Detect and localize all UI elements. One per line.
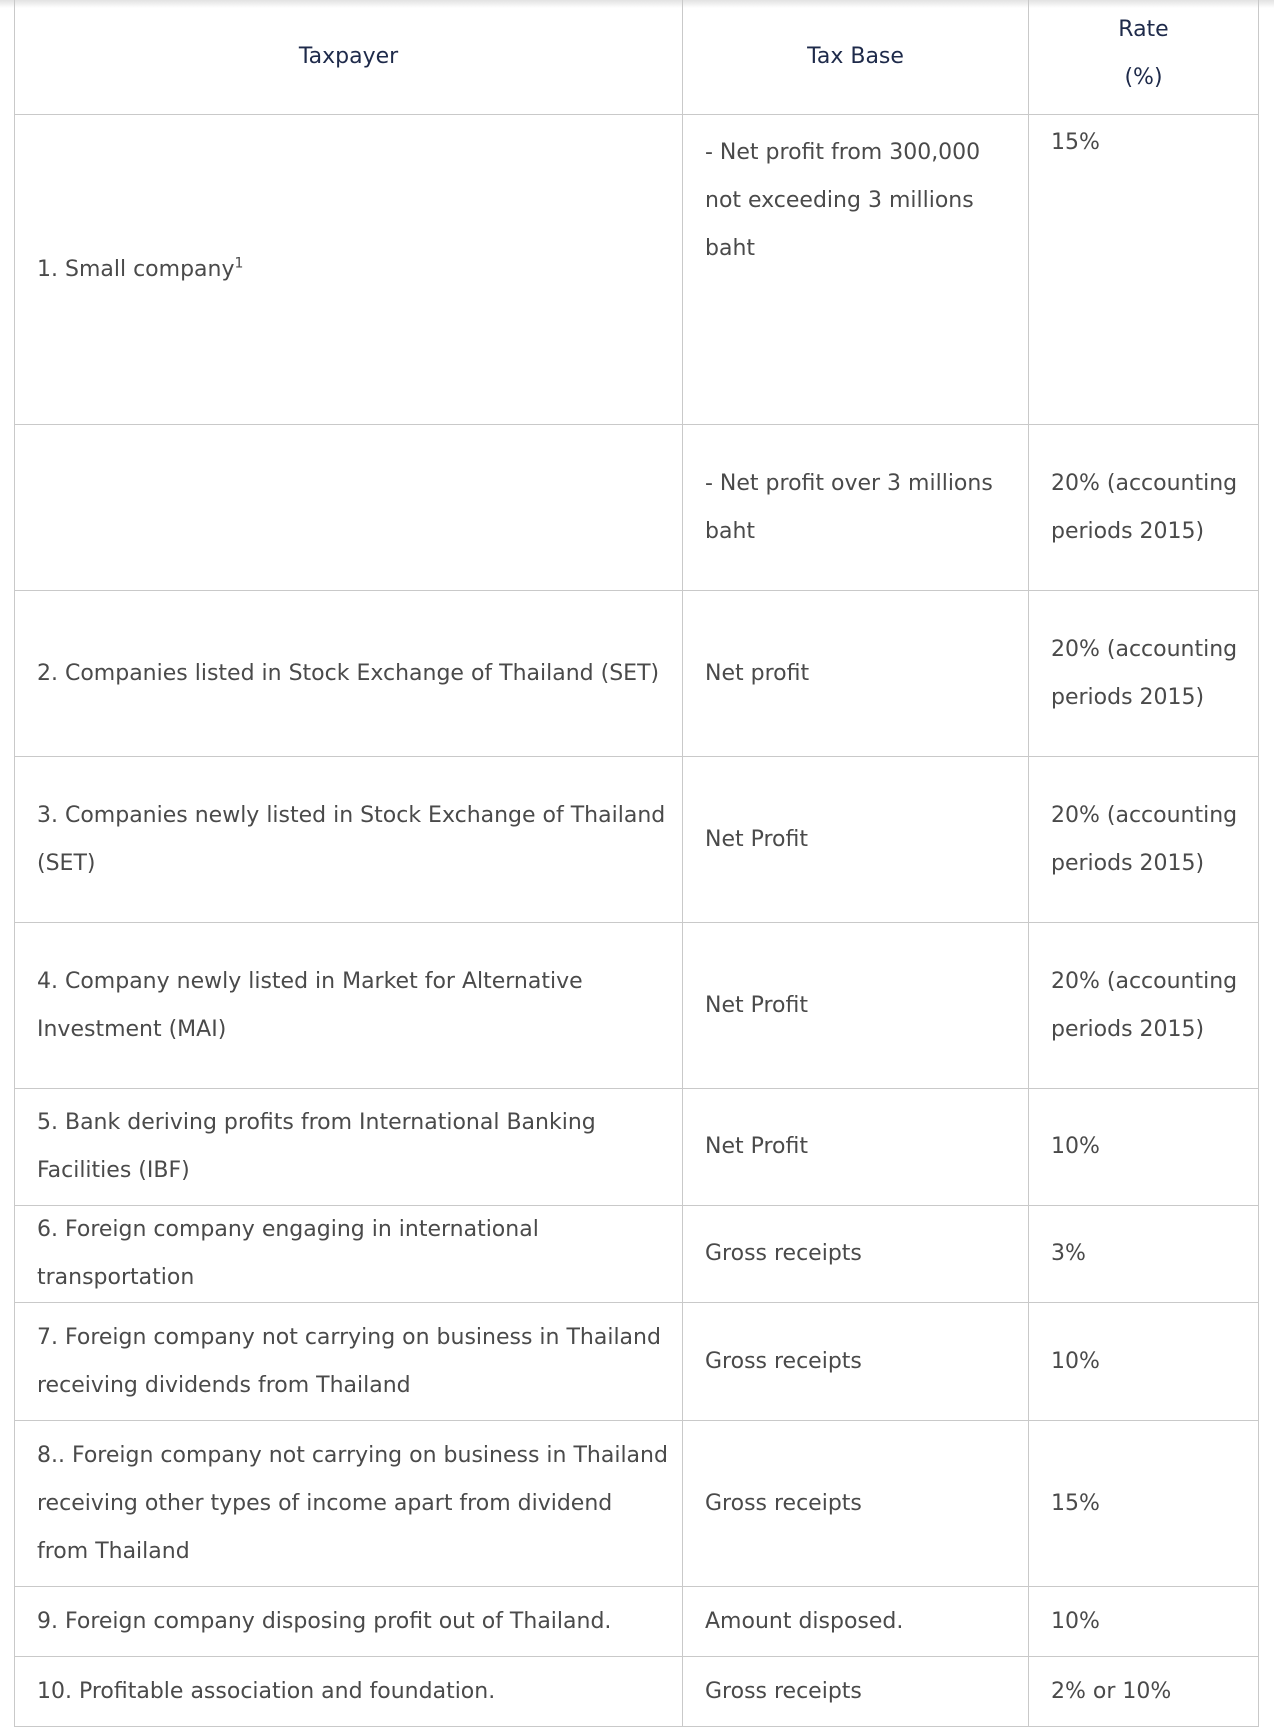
rate-cell: 2% or 10%: [1029, 1657, 1259, 1727]
taxpayer-cell: [15, 425, 683, 591]
rate-cell: 20% (accounting periods 2015): [1029, 923, 1259, 1089]
rate-cell: 20% (accounting periods 2015): [1029, 591, 1259, 757]
tax-base-cell: Net Profit: [683, 1089, 1029, 1206]
table-row: [15, 1206, 1259, 1303]
taxpayer-cell: 5. Bank deriving profits from International Banking Facilities (IBF): [15, 1089, 683, 1206]
rate-cell: 20% (accounting periods 2015): [1029, 757, 1259, 923]
taxpayer-cell: 7. Foreign company not carrying on business in Thailand receiving dividends from Thailand: [15, 1303, 683, 1421]
tax-base-cell: Gross receipts: [683, 1657, 1029, 1727]
tax-base-cell: Net Profit: [683, 757, 1029, 923]
header-rate-line1: Rate: [1118, 17, 1169, 42]
footnote-marker: 1: [234, 255, 244, 272]
rate-cell: 15%: [1029, 1421, 1259, 1587]
tax-base-cell: - Net profit over 3 millions baht: [683, 425, 1029, 591]
table-row: [15, 1587, 1259, 1657]
taxpayer-cell: 3. Companies newly listed in Stock Exchange of Thailand (SET): [15, 757, 683, 923]
rate-cell: 20% (accounting periods 2015): [1029, 425, 1259, 591]
tax-base-cell: Amount disposed.: [683, 1587, 1029, 1657]
tax-base-cell: Net Profit: [683, 923, 1029, 1089]
rate-cell: 10%: [1029, 1089, 1259, 1206]
tax-base-cell: Gross receipts: [683, 1206, 1029, 1303]
taxpayer-cell: 8.. Foreign company not carrying on business in Thailand receiving other types of income apart from dividend from Thailand: [15, 1421, 683, 1587]
taxpayer-cell: 6. Foreign company engaging in international transportation: [15, 1206, 683, 1303]
table-row: [15, 1421, 1259, 1587]
table-row: [15, 1303, 1259, 1421]
table-row: [15, 115, 1259, 425]
tax-base-cell: Net profit: [683, 591, 1029, 757]
taxpayer-cell: [15, 115, 683, 425]
header-tax-base: Tax Base: [683, 0, 1029, 115]
rate-cell: 10%: [1029, 1303, 1259, 1421]
taxpayer-text: 1. Small company: [37, 256, 235, 282]
tax-base-cell: Gross receipts: [683, 1303, 1029, 1421]
header-rate-line2: (%): [1124, 65, 1163, 90]
tax-base-cell: Gross receipts: [683, 1421, 1029, 1587]
table-row: [15, 1089, 1259, 1206]
table-row: [15, 1657, 1259, 1727]
rate-cell: 10%: [1029, 1587, 1259, 1657]
table-row: [15, 923, 1259, 1089]
taxpayer-cell: 9. Foreign company disposing profit out of Thailand.: [15, 1587, 683, 1657]
taxpayer-cell: 4. Company newly listed in Market for Alternative Investment (MAI): [15, 923, 683, 1089]
header-taxpayer: Taxpayer: [15, 0, 683, 115]
corporate-tax-rate-table: [14, 0, 1259, 1727]
taxpayer-cell: 2. Companies listed in Stock Exchange of Thailand (SET): [15, 591, 683, 757]
rate-cell: 3%: [1029, 1206, 1259, 1303]
header-rate: [1029, 0, 1259, 115]
rate-cell: 15%: [1029, 115, 1259, 425]
table-row: [15, 591, 1259, 757]
table-row: [15, 425, 1259, 591]
header-row: [15, 0, 1259, 115]
tax-base-cell: - Net profit from 300,000 not exceeding 3 millions baht: [683, 115, 1029, 425]
taxpayer-cell: 10. Profitable association and foundation.: [15, 1657, 683, 1727]
table-row: [15, 757, 1259, 923]
